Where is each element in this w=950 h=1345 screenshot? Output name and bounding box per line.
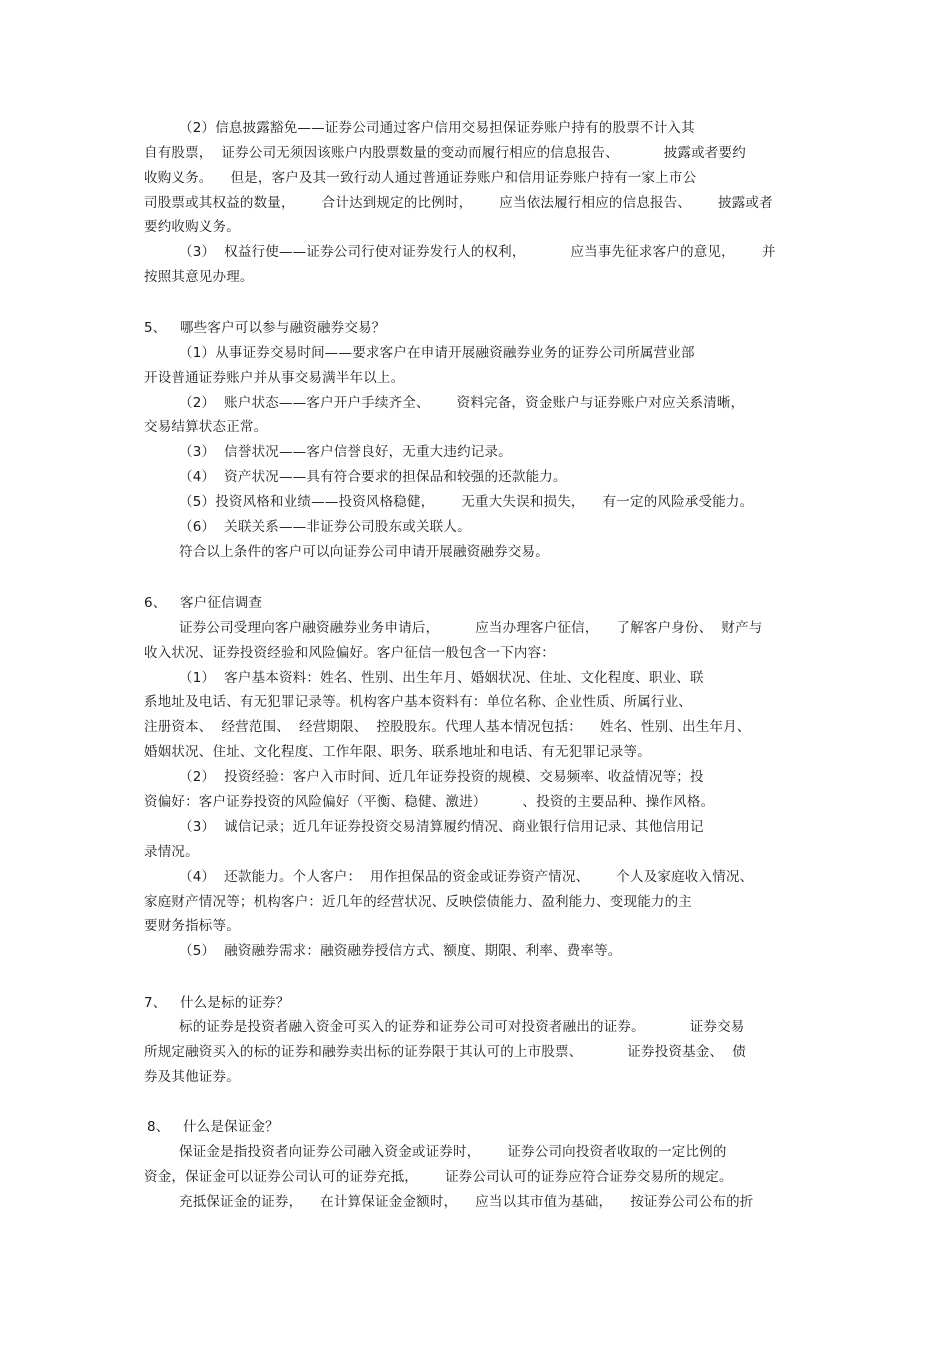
sec6-intro-line: 证券公司受理向客户融资融券业务申请后， 应当办理客户征信， 了解客户身份、 财产与 [179,620,763,636]
sec5-item6: （6） 关联关系——非证券公司股东或关联人。 [179,519,471,535]
sec7-line: 标的证券是投资者融入资金可买入的证券和证券公司可对投资者融出的证券。 证券交易 [179,1019,745,1035]
sec6-item1-line: 婚姻状况、住址、文化程度、工作年限、职务、联系地址和电话、有无犯罪记录等。 [144,744,651,760]
sec6-item2-line: （2） 投资经验：客户入市时间、近几年证券投资的规模、交易频率、收益情况等；投 [179,769,704,785]
sec5-item2-line: （2） 账户状态——客户开户手续齐全、 资料完备，资金账户与证券账户对应关系清晰， [179,395,745,411]
sec6-item1-line: 注册资本、 经营范围、 经营期限、 控股股东。代理人基本情况包括： 姓名、性别、出生年月、 [144,719,751,735]
sec5-item1-line: （1）从事证券交易时间——要求客户在申请开展融资融券业务的证券公司所属营业部 [179,345,695,361]
sec6-item5: （5） 融资融券需求：融资融券授信方式、额度、期限、利率、费率等。 [179,943,622,959]
sec6-item2-line: 资偏好：客户证券投资的风险偏好（平衡、稳健、激进） 、投资的主要品种、操作风格。 [144,794,715,810]
sec6-item4-line: （4） 还款能力。个人客户： 用作担保品的资金或证券资产情况、 个人及家庭收入情况、 [179,869,754,885]
sec8-line: 充抵保证金的证券， 在计算保证金金额时， 应当以其市值为基础， 按证券公司公布的折 [179,1194,754,1210]
sec5-conclusion: 符合以上条件的客户可以向证券公司申请开展融资融券交易。 [179,544,549,560]
sec6-item4-line: 家庭财产情况等；机构客户：近几年的经营状况、反映偿债能力、盈利能力、变现能力的主 [144,894,692,910]
sec5-item2-line: 交易结算状态正常。 [144,419,268,435]
sec4-item3-line: 按照其意见办理。 [144,269,254,285]
sec6-item4-line: 要财务指标等。 [144,918,240,934]
sec8-line: 保证金是指投资者向证券公司融入资金或证券时， 证券公司向投资者收取的一定比例的 [179,1144,727,1160]
sec5-item3: （3） 信誉状况——客户信誉良好，无重大违约记录。 [179,444,512,460]
sec5-item1-line: 开设普通证券账户并从事交易满半年以上。 [144,370,405,386]
sec5-item5: （5）投资风格和业绩——投资风格稳健， 无重大失误和损失， 有一定的风险承受能力。 [179,494,754,510]
sec4-item2-line: 收购义务。 但是，客户及其一致行动人通过普通证券账户和信用证券账户持有一家上市公 [144,170,697,186]
section-8-heading: 8、 什么是保证金？ [147,1119,279,1135]
sec6-intro-line: 收入状况、证券投资经验和风险偏好。客户征信一般包含一下内容： [144,645,555,661]
sec6-item1-line: 系地址及电话、有无犯罪记录等。机构客户基本资料有：单位名称、企业性质、所属行业、 [144,694,692,710]
sec4-item2-line: 司股票或其权益的数量， 合计达到规定的比例时， 应当依法履行相应的信息报告、 披露或者 [144,195,773,211]
sec4-item3-line: （3） 权益行使——证券公司行使对证券发行人的权利， 应当事先征求客户的意见， 并 [179,244,776,260]
sec7-line: 所规定融资买入的标的证券和融券卖出标的证券限于其认可的上市股票、 证券投资基金、 债 [144,1044,746,1060]
sec7-line: 券及其他证券。 [144,1069,240,1085]
sec4-item2-line: 要约收购义务。 [144,219,240,235]
sec5-item4: （4） 资产状况——具有符合要求的担保品和较强的还款能力。 [179,469,567,485]
section-5-heading: 5、 哪些客户可以参与融资融券交易？ [144,320,386,336]
sec6-item3-line: （3） 诚信记录；近几年证券投资交易清算履约情况、商业银行信用记录、其他信用记 [179,819,704,835]
sec8-line: 资金，保证金可以证券公司认可的证券充抵， 证券公司认可的证券应符合证券交易所的规定。 [144,1169,733,1185]
sec6-item1-line: （1） 客户基本资料：姓名、性别、出生年月、婚姻状况、住址、文化程度、职业、联 [179,670,704,686]
sec4-item2-line: 自有股票， 证券公司无须因该账户内股票数量的变动而履行相应的信息报告、 披露或者要约 [144,145,746,161]
section-6-heading: 6、 客户征信调查 [144,595,263,611]
sec4-item2-line: （2）信息披露豁免——证券公司通过客户信用交易担保证券账户持有的股票不计入其 [179,120,695,136]
sec6-item3-line: 录情况。 [144,844,199,860]
section-7-heading: 7、 什么是标的证券？ [144,995,290,1011]
